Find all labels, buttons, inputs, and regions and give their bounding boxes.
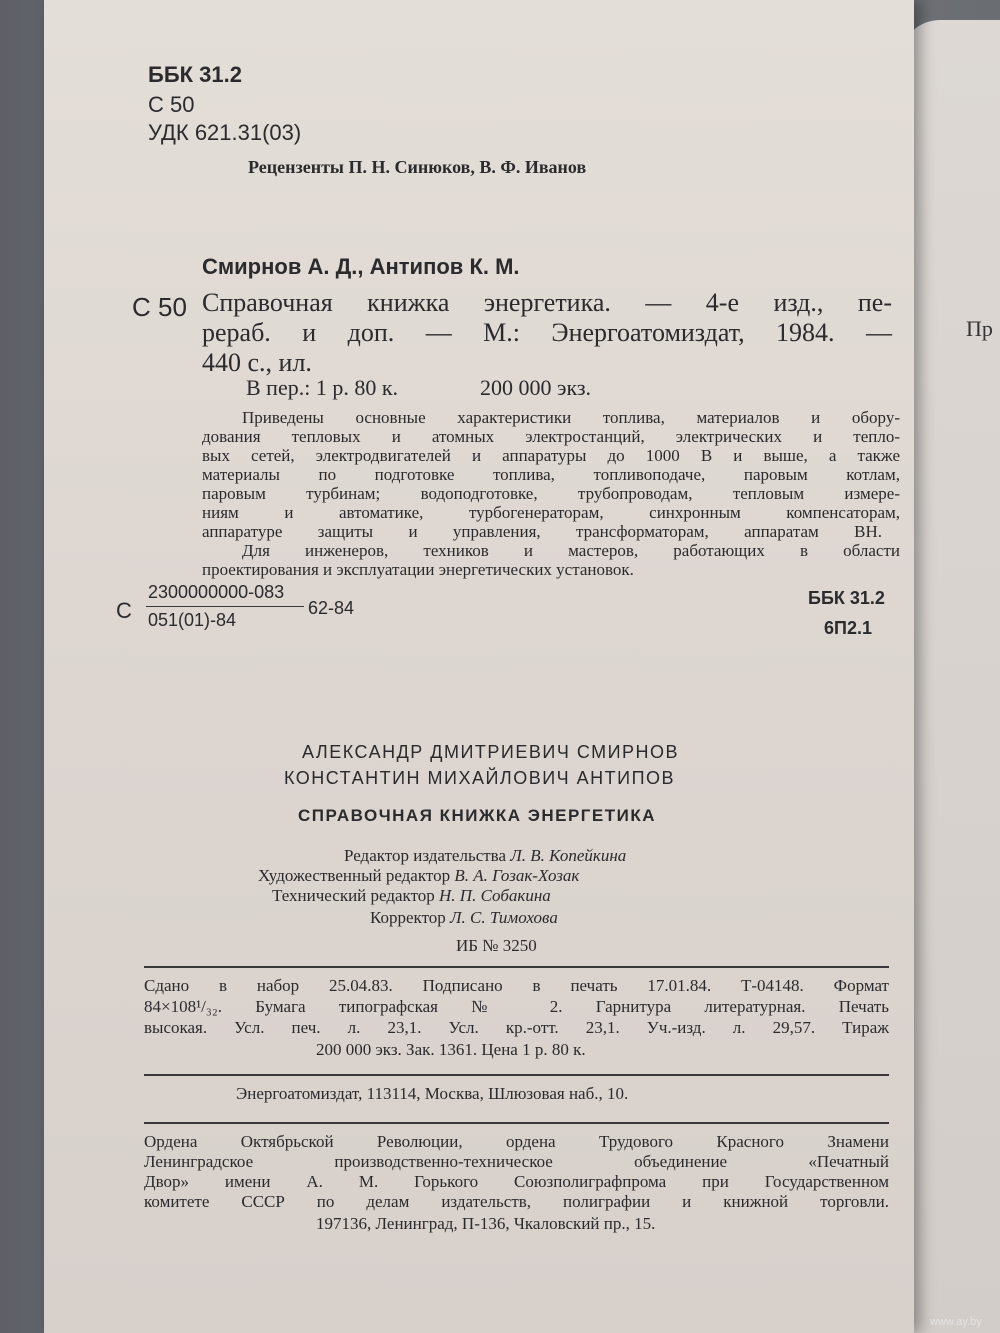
credit-corrector [370,908,558,928]
annotation-line: Для инженеров, техников и мастеров, работающих в области [242,541,900,560]
entry-price: В пер.: 1 р. 80 к. [246,375,399,400]
index-denominator: 051(01)-84 [148,610,237,630]
entry-authors: Смирнов А. Д., Антипов К. М. [202,254,520,279]
next-page-fragment: Пр [966,316,993,341]
entry-line-3: 440 с., ил. [202,348,312,377]
reviewers: Рецензенты П. Н. Синюков, В. Ф. Иванов [248,157,587,177]
credit-name: Л. В. Копейкина [510,846,627,865]
ib-number: ИБ № 3250 [456,936,537,955]
watermark: www.ay.by [930,1316,982,1328]
credit-art-editor [258,866,579,886]
annotation-line: материалы по подготовке топлива, топливоподаче, паровым котлам, [202,465,900,484]
next-page [900,20,1000,1333]
credit-role: Технический редактор [272,886,435,905]
credit-name: Л. С. Тимохова [450,908,558,927]
index-code2: 6П2.1 [824,618,872,638]
credit-role: Корректор [370,908,446,927]
entry-code: С 50 [132,292,187,322]
entry-line-1: Справочная книжка энергетика. — 4-е изд., пе- [202,288,892,317]
index-numerator: 2300000000-083 [148,582,285,602]
book-title: СПРАВОЧНАЯ КНИЖКА ЭНЕРГЕТИКА [298,806,657,825]
credit-role: Редактор издательства [344,846,507,865]
author-1: АЛЕКСАНДР ДМИТРИЕВИЧ СМИРНОВ [302,742,680,762]
annotation-line: ниям и автоматике, турбогенераторам, синхронным компенсаторам, [202,503,900,522]
udk-code: УДК 621.31(03) [148,120,302,145]
index-suffix: 62-84 [308,598,355,618]
entry-copies: 200 000 экз. [480,375,592,400]
book-page [44,0,914,1333]
publisher-address: Энергоатомиздат, 113114, Москва, Шлюзовая наб., 10. [236,1084,629,1103]
annotation-line: Приведены основные характеристики топлива, материалов и обору- [242,408,900,427]
author-2: КОНСТАНТИН МИХАЙЛОВИЧ АНТИПОВ [284,768,676,788]
imprint-line: Сдано в набор 25.04.83. Подписано в печать 17.01.84. Т-04148. Формат [144,976,889,995]
printer-line: комитете СССР по делам издательств, полиграфии и книжной торговли. [144,1192,889,1211]
credit-role: Художественный редактор [258,866,451,885]
imprint-line: высокая. Усл. печ. л. 23,1. Усл. кр.-отт. 23,1. Уч.-изд. л. 29,57. Тираж [144,1018,889,1037]
printer-line: 197136, Ленинград, П-136, Чкаловский пр., 15. [316,1214,656,1233]
bbk-code: ББК 31.2 [148,62,242,87]
credit-name: Н. П. Собакина [439,886,551,905]
annotation-line: вых сетей, электродвигателей и аппаратуры до 1000 В и выше, а также [202,446,900,465]
annotation-line: паровым турбинам; водоподготовке, трубопроводам, тепловым измере- [202,484,900,503]
entry-line-2: рераб. и доп. — М.: Энергоатомиздат, 1984. — [202,318,892,347]
printer-line: Ленинградское производственно-техническое объединение «Печатный [144,1152,889,1171]
divider [144,1074,889,1076]
index-bbk: ББК 31.2 [808,588,885,608]
c50-code: С 50 [148,92,195,117]
imprint-line: 200 000 экз. Зак. 1361. Цена 1 р. 80 к. [316,1040,586,1059]
imprint-line: 84×108¹/₃₂. Бумага типографская № 2. Гарнитура литературная. Печать [144,997,889,1016]
printer-line: Двор» имени А. М. Горького Союзполиграфпрома при Государственном [144,1172,889,1191]
annotation-line: проектирования и эксплуатации энергетических установок. [202,560,634,579]
annotation-line: дования тепловых и атомных электростанций, электрических и тепло- [202,427,900,446]
credit-tech-editor [272,886,551,906]
annotation-line: аппаратуре защиты и управления, трансформаторам, аппаратам ВН. [202,522,882,541]
index-letter: С [116,598,132,623]
fraction-line [146,606,304,607]
printer-line: Ордена Октябрьской Революции, ордена Трудового Красного Знамени [144,1132,889,1151]
divider [144,966,889,968]
credit-name: В. А. Гозак-Хозак [454,866,580,885]
credit-editor [344,846,626,866]
divider [144,1122,889,1124]
